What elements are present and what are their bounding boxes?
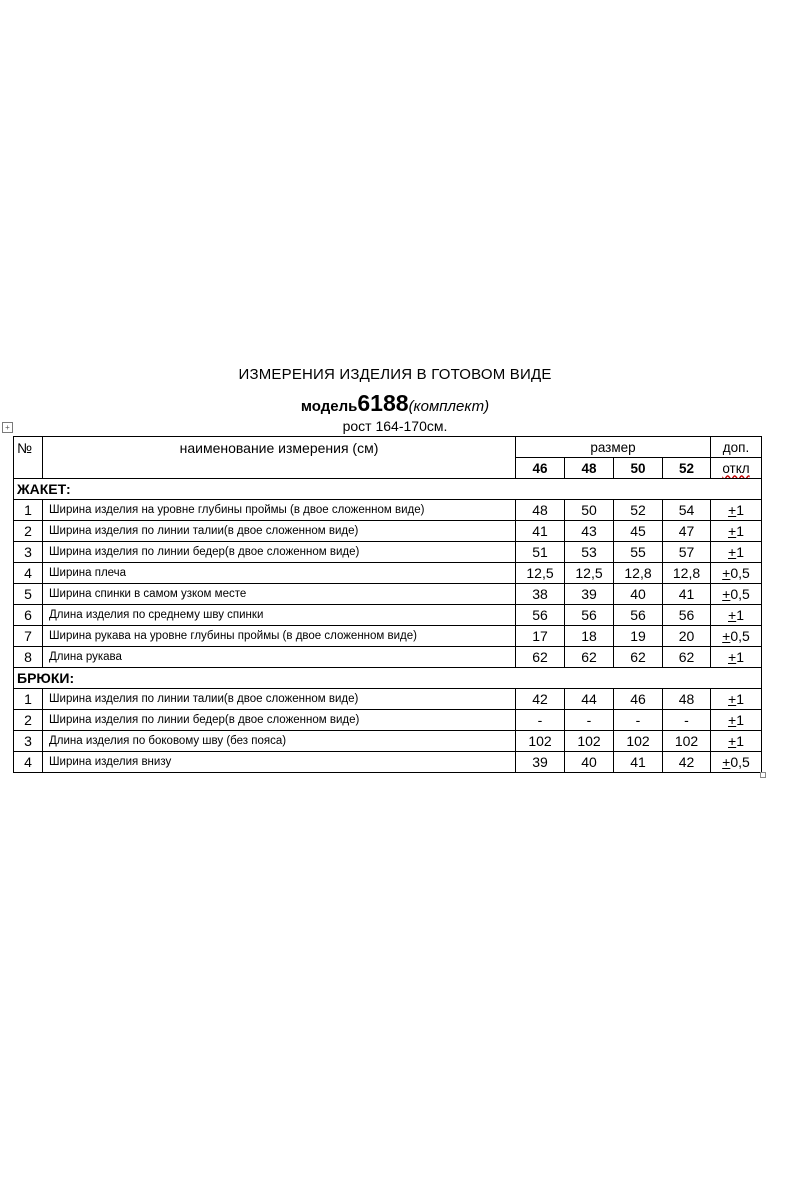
tolerance-value: +0,5 (722, 565, 750, 581)
section-row (14, 668, 762, 689)
row-value: 47 (663, 521, 711, 542)
row-number: 1 (14, 500, 43, 521)
table-row (14, 521, 762, 542)
row-value: 50 (565, 500, 614, 521)
row-measurement-name: Длина изделия по боковому шву (без пояса) (43, 731, 516, 752)
row-value: - (663, 710, 711, 731)
row-value: 41 (516, 521, 565, 542)
row-tolerance (711, 710, 762, 731)
table-move-handle-icon[interactable]: + (2, 422, 13, 433)
row-value: 18 (565, 626, 614, 647)
table-row (14, 605, 762, 626)
column-header-size: размер (516, 437, 711, 458)
row-value: 41 (614, 752, 663, 773)
tolerance-value: +0,5 (722, 754, 750, 770)
row-number: 8 (14, 647, 43, 668)
row-value: 102 (614, 731, 663, 752)
row-measurement-name: Ширина изделия по линии бедер(в двое сложенном виде) (43, 710, 516, 731)
table-resize-handle[interactable] (760, 772, 766, 778)
row-value: 17 (516, 626, 565, 647)
row-tolerance (711, 731, 762, 752)
row-tolerance (711, 605, 762, 626)
row-tolerance (711, 521, 762, 542)
row-value: 44 (565, 689, 614, 710)
column-header-name: наименование измерения (см) (43, 437, 516, 479)
row-measurement-name: Ширина рукава на уровне глубины проймы (в двое сложенном виде) (43, 626, 516, 647)
row-number: 4 (14, 563, 43, 584)
row-number: 5 (14, 584, 43, 605)
tolerance-value: +1 (728, 691, 744, 707)
row-tolerance (711, 752, 762, 773)
tolerance-value: +1 (728, 649, 744, 665)
row-tolerance (711, 647, 762, 668)
row-value: 40 (614, 584, 663, 605)
row-value: 102 (663, 731, 711, 752)
row-value: - (565, 710, 614, 731)
row-value: 41 (663, 584, 711, 605)
row-value: 102 (516, 731, 565, 752)
row-value: 62 (516, 647, 565, 668)
model-number: 6188 (357, 390, 409, 416)
row-value: 43 (565, 521, 614, 542)
row-number: 4 (14, 752, 43, 773)
tolerance-value: +0,5 (722, 586, 750, 602)
row-value: 46 (614, 689, 663, 710)
size-header: 46 (516, 458, 565, 479)
row-number: 3 (14, 731, 43, 752)
tolerance-value: +1 (728, 712, 744, 728)
row-number: 2 (14, 710, 43, 731)
row-measurement-name: Длина изделия по среднему шву спинки (43, 605, 516, 626)
column-header-tolerance-abbr (711, 458, 762, 479)
row-value: 102 (565, 731, 614, 752)
row-number: 6 (14, 605, 43, 626)
measurements-table (13, 436, 762, 773)
row-value: 62 (565, 647, 614, 668)
row-value: 53 (565, 542, 614, 563)
row-value: 20 (663, 626, 711, 647)
size-header: 52 (663, 458, 711, 479)
size-header: 50 (614, 458, 663, 479)
column-header-tolerance: доп. (711, 437, 762, 458)
row-value: 57 (663, 542, 711, 563)
row-value: 12,5 (516, 563, 565, 584)
table-row (14, 689, 762, 710)
row-measurement-name: Ширина изделия на уровне глубины проймы (в двое сложенном виде) (43, 500, 516, 521)
row-value: 38 (516, 584, 565, 605)
size-header: 48 (565, 458, 614, 479)
table-row (14, 500, 762, 521)
section-row (14, 479, 762, 500)
row-value: 62 (614, 647, 663, 668)
table-row (14, 584, 762, 605)
table-row (14, 626, 762, 647)
row-value: 56 (614, 605, 663, 626)
row-measurement-name: Ширина изделия внизу (43, 752, 516, 773)
row-value: 40 (565, 752, 614, 773)
row-value: 39 (516, 752, 565, 773)
row-tolerance (711, 563, 762, 584)
row-value: 12,8 (663, 563, 711, 584)
row-value: 55 (614, 542, 663, 563)
row-value: 56 (516, 605, 565, 626)
row-tolerance (711, 626, 762, 647)
section-title: БРЮКИ: (14, 668, 762, 689)
height-range: рост 164-170см. (342, 418, 448, 434)
tolerance-value: +0,5 (722, 628, 750, 644)
tolerance-value: +1 (728, 544, 744, 560)
model-line (0, 390, 790, 417)
column-header-no: № (14, 437, 43, 479)
row-value: 12,8 (614, 563, 663, 584)
table-row (14, 731, 762, 752)
tolerance-value: +1 (728, 523, 744, 539)
row-number: 2 (14, 521, 43, 542)
row-value: 48 (663, 689, 711, 710)
header-row-1 (14, 437, 762, 458)
row-number: 3 (14, 542, 43, 563)
row-value: - (516, 710, 565, 731)
row-value: 39 (565, 584, 614, 605)
table-row (14, 647, 762, 668)
row-measurement-name: Ширина плеча (43, 563, 516, 584)
model-label: модель (300, 398, 358, 415)
row-value: 52 (614, 500, 663, 521)
row-value: 62 (663, 647, 711, 668)
row-tolerance (711, 500, 762, 521)
tolerance-value: +1 (728, 502, 744, 518)
section-title: ЖАКЕТ: (14, 479, 762, 500)
row-value: - (614, 710, 663, 731)
table-row (14, 563, 762, 584)
row-tolerance (711, 689, 762, 710)
spellcheck-underline-text: откл (722, 460, 750, 476)
row-value: 48 (516, 500, 565, 521)
row-value: 12,5 (565, 563, 614, 584)
document-title: ИЗМЕРЕНИЯ ИЗДЕЛИЯ В ГОТОВОМ ВИДЕ (238, 366, 552, 383)
row-value: 19 (614, 626, 663, 647)
row-measurement-name: Ширина изделия по линии бедер(в двое сложенном виде) (43, 542, 516, 563)
row-measurement-name: Ширина изделия по линии талии(в двое сложенном виде) (43, 689, 516, 710)
table-row (14, 542, 762, 563)
row-tolerance (711, 584, 762, 605)
row-measurement-name: Ширина спинки в самом узком месте (43, 584, 516, 605)
table-row (14, 752, 762, 773)
row-value: 42 (516, 689, 565, 710)
row-value: 42 (663, 752, 711, 773)
row-value: 45 (614, 521, 663, 542)
row-number: 1 (14, 689, 43, 710)
model-note: (комплект) (408, 398, 490, 415)
tolerance-value: +1 (728, 733, 744, 749)
row-value: 54 (663, 500, 711, 521)
tolerance-value: +1 (728, 607, 744, 623)
row-value: 51 (516, 542, 565, 563)
table-row (14, 710, 762, 731)
row-value: 56 (565, 605, 614, 626)
row-value: 56 (663, 605, 711, 626)
row-tolerance (711, 542, 762, 563)
row-measurement-name: Ширина изделия по линии талии(в двое сложенном виде) (43, 521, 516, 542)
row-number: 7 (14, 626, 43, 647)
row-measurement-name: Длина рукава (43, 647, 516, 668)
